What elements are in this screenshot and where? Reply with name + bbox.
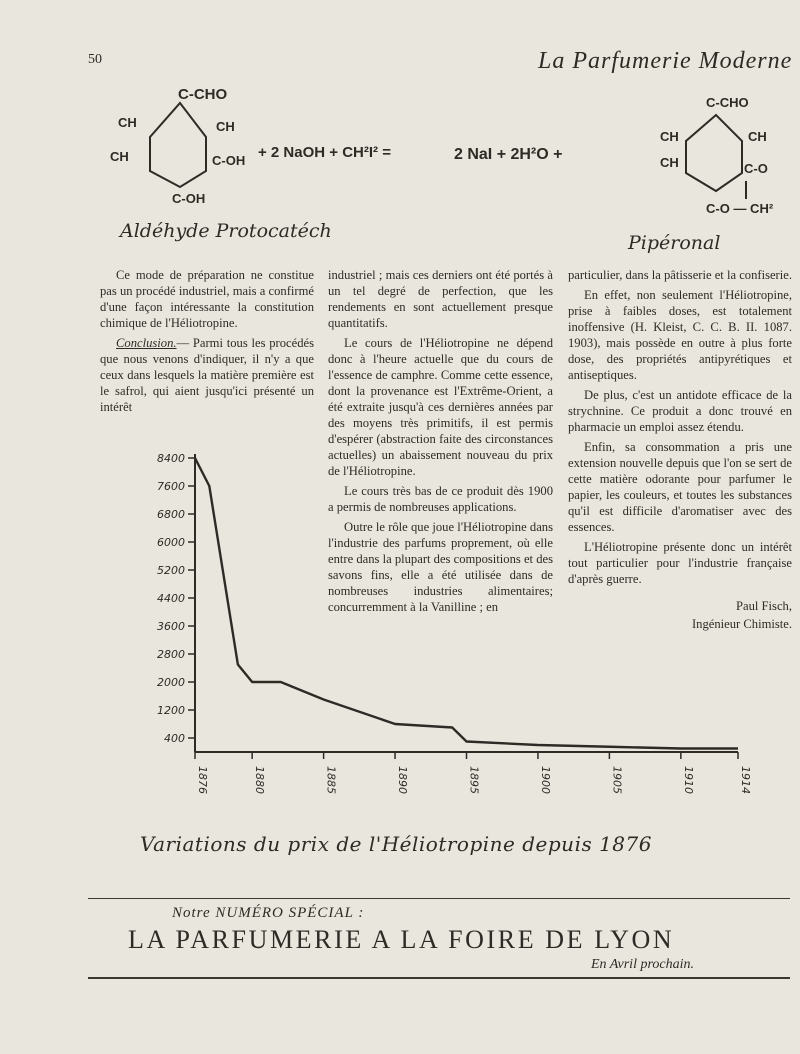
conclusion-paragraph bbox=[100, 335, 314, 415]
x-tick-label: 1905 bbox=[610, 766, 624, 794]
conclusion-text: — Parmi tous les procédés que nous venons d'indiquer, il n'y a que ceux dans lesquels la matière première est le safrol, qui aient jusqu'ici présenté un intérêt bbox=[100, 336, 314, 414]
paragraph: particulier, dans la pâtisserie et la confiserie. bbox=[568, 268, 792, 282]
author-title: Ingénieur Chimiste. bbox=[691, 617, 792, 631]
announcement-kicker: Notre NUMÉRO SPÉCIAL : bbox=[172, 905, 365, 921]
x-tick-label: 1910 bbox=[681, 766, 695, 794]
y-tick-label: 2800 bbox=[157, 648, 185, 661]
paragraph: L'Héliotropine présente donc un intérêt tout particulier pour l'industrie française d'après guerre. bbox=[568, 540, 792, 586]
journal-title: La Parfumerie Moderne bbox=[538, 48, 793, 74]
left-ch-left: CH bbox=[110, 149, 129, 164]
x-tick-label: 1876 bbox=[196, 766, 209, 794]
chart-caption: Variations du prix de l'Héliotropine depuis 1876 bbox=[140, 832, 652, 856]
y-tick-label: 1200 bbox=[157, 704, 185, 717]
y-tick-label: 7600 bbox=[157, 480, 185, 493]
right-co: C-O bbox=[744, 161, 768, 176]
conclusion-label: Conclusion. bbox=[116, 336, 177, 350]
piperonal-label: Pipéronal bbox=[628, 232, 721, 254]
paragraph: De plus, c'est un antidote efficace de la strychnine. Ce produit a donc trouvé en pharmacie un emploi assez étendu. bbox=[568, 388, 792, 434]
y-tick-label: 8400 bbox=[157, 452, 185, 465]
right-ch-left-1: CH bbox=[660, 129, 679, 144]
paragraph: Le cours très bas de ce produit dès 1900 a permis de nombreuses applications. bbox=[328, 484, 553, 514]
x-tick-label: 1895 bbox=[467, 766, 481, 794]
y-tick-label: 4400 bbox=[157, 592, 185, 605]
right-ch-left-2: CH bbox=[660, 155, 679, 170]
column-1 bbox=[100, 267, 314, 419]
right-bottom-group: C-O — CH² bbox=[706, 201, 774, 216]
price-chart bbox=[150, 440, 750, 820]
x-tick-label: 1885 bbox=[324, 766, 338, 794]
left-benzene-ring bbox=[150, 103, 206, 187]
left-top-group: C-CHO bbox=[178, 86, 228, 103]
y-tick-label: 5200 bbox=[157, 564, 185, 577]
author-name: Paul Fisch, bbox=[736, 599, 792, 613]
left-coh-right: C-OH bbox=[212, 153, 246, 168]
page-number: 50 bbox=[88, 52, 102, 67]
y-tick-label: 2000 bbox=[157, 676, 185, 689]
left-ch-right: CH bbox=[216, 119, 235, 134]
reagents: + 2 NaOH + CH²I² = bbox=[258, 144, 391, 161]
products: 2 NaI + 2H²O + bbox=[454, 146, 563, 163]
announcement-date: En Avril prochain. bbox=[590, 957, 694, 972]
y-tick-label: 6800 bbox=[157, 508, 185, 521]
special-issue-announcement bbox=[88, 898, 790, 979]
protocatechic-aldehyde-label: Aldéhyde Protocatéch bbox=[120, 220, 332, 242]
paragraph: industriel ; mais ces derniers ont été portés à un tel degré de perfection, que les rendements en sont actuellement presque quantitatifs. bbox=[328, 268, 553, 330]
y-tick-label: 6000 bbox=[157, 536, 185, 549]
paragraph: En effet, non seulement l'Héliotropine, prise à faibles doses, est totalement inoffensive (H. Kleist, C. C. B. II. 1087. 1903), mais possède en outre à plus forte dose, des propriétés antipyrétiques et antiseptiques. bbox=[568, 288, 792, 382]
price-series-line bbox=[195, 458, 738, 749]
paragraph: Enfin, sa consommation a pris une extension nouvelle depuis que l'on se sert de cette matière odorante pour parfumer le papier, les couleurs, et toutes les substances qu'il est difficile d'aromatiser avec des essences. bbox=[568, 440, 792, 534]
left-bottom-group: C-OH bbox=[172, 191, 206, 206]
paragraph: Outre le rôle que joue l'Héliotropine dans l'industrie des parfums proprement, où elle entre dans la plupart des compositions et des savons fins, elle a été utilisée dans de nombreuses industries alimentaires; concurremment à la Vanilline ; en bbox=[328, 520, 553, 614]
paragraph: Le cours de l'Héliotropine ne dépend donc à l'heure actuelle que du cours de l'essence de camphre. Comme cette essence, dont la provenance est l'Extrême-Orient, a été extraite jusqu'à ces dernières années par des moyens très primitifs, il est permis d'espérer (abstraction faite des circonstances actuelles) un abaissement nouveau du prix de l'Héliotropine. bbox=[328, 336, 553, 478]
right-top-group: C-CHO bbox=[706, 95, 749, 110]
paragraph: Ce mode de préparation ne constitue pas un procédé industriel, mais a confirmé d'une façon intéressante la constitution chimique de l'Héliotropine. bbox=[100, 268, 314, 330]
x-tick-label: 1890 bbox=[396, 766, 410, 794]
right-benzene-ring bbox=[686, 115, 742, 191]
x-tick-label: 1880 bbox=[253, 766, 267, 794]
x-tick-label: 1914 bbox=[739, 766, 752, 794]
y-tick-label: 3600 bbox=[157, 620, 185, 633]
x-tick-label: 1900 bbox=[538, 766, 552, 794]
left-ch-topleft: CH bbox=[118, 115, 137, 130]
announcement-headline: LA PARFUMERIE A LA FOIRE DE LYON bbox=[128, 925, 675, 954]
right-ch-right-1: CH bbox=[748, 129, 767, 144]
y-tick-label: 400 bbox=[164, 732, 185, 745]
